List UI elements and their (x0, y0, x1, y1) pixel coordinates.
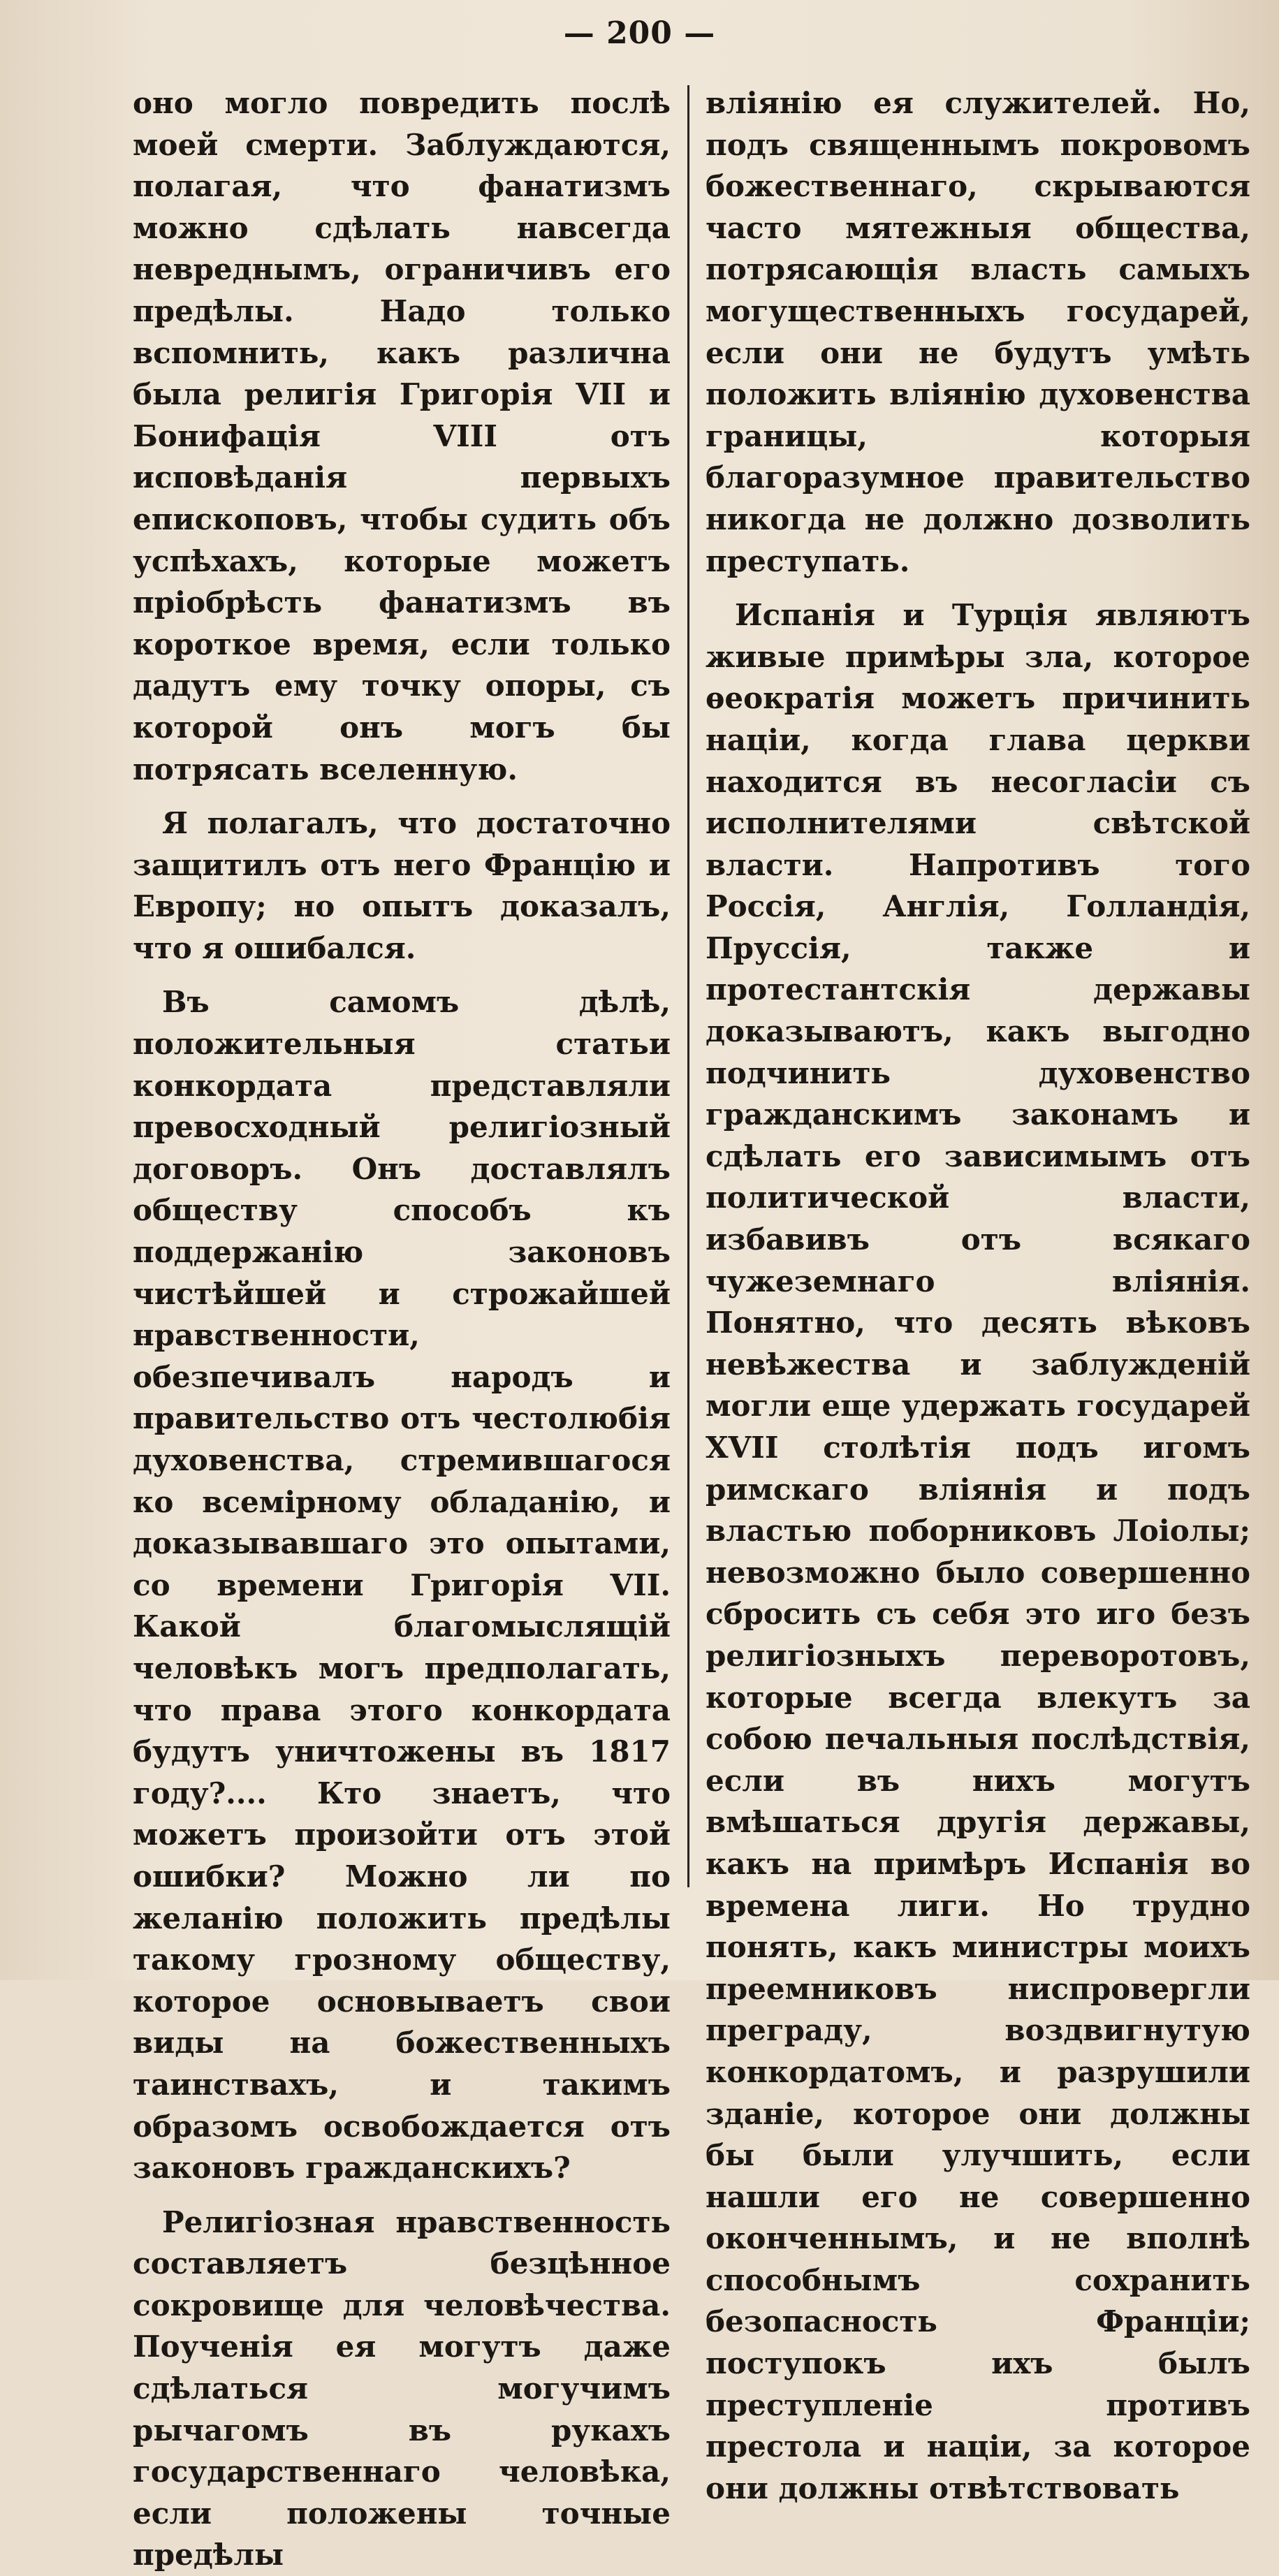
column-divider (687, 85, 689, 1887)
paragraph: Я полагалъ, что достаточно защитилъ отъ него Францію и Европу; но опытъ доказалъ, что я ошибался. (133, 806, 671, 965)
paragraph: вліянію ея служителей. Но, подъ священнымъ покровомъ божественнаго, скрываются часто мятежныя общества, потрясающія власть самыхъ могущественныхъ государей, если они не будутъ умѣть положить вліянію духовенства границы, которыя благоразумное правительство никогда не должно дозволить преступать. (706, 86, 1250, 578)
paragraph: Религіозная нравственность составляетъ безцѣнное сокровище для человѣчества. Поученія ея могутъ даже сдѣлаться могучимъ рычагомъ въ рукахъ государственнаго человѣка, если положены точные предѣлы (133, 2204, 671, 2573)
left-column (133, 82, 671, 2573)
right-column (706, 82, 1250, 2505)
paragraph: Испанія и Турція являютъ живые примѣры зла, которое ѳеократія можетъ причинить націи, когда глава церкви находится въ несогласіи съ исполнителями свѣтской власти. Напротивъ того Россія, Англія, Голландія, Пруссія, также и протестантскія державы доказываютъ, какъ выгодно подчинить духовенство гражданскимъ законамъ и сдѣлать его зависимымъ отъ политической власти, избавивъ отъ всякаго чужеземнаго вліянія. Понятно, что десять вѣковъ невѣжества и заблужденій могли еще удержать государей XVII столѣтія подъ игомъ римскаго вліянія и подъ властью поборниковъ Лоіолы; невозможно было совершенно сбросить съ себя это иго безъ религіозныхъ переворотовъ, которые всегда влекутъ за собою печальныя послѣдствія, если въ нихъ могутъ вмѣшаться другія державы, какъ на примѣръ Испанія во времена лиги. Но трудно понять, какъ министры моихъ преемниковъ ниспровергли преграду, воздвигнутую конкордатомъ, и разрушили зданіе, которое они должны бы были улучшить, если нашли его не совершенно оконченнымъ, и не вполнѣ способнымъ сохранить безопасность Франціи; поступокъ ихъ былъ преступленіе противъ престола и націи, за которое они должны отвѣтствовать (706, 598, 1250, 2505)
paragraph: Въ самомъ дѣлѣ, положительныя статьи конкордата представляли превосходный религіозный договоръ. Онъ доставлялъ обществу способъ къ поддержанію законовъ чистѣйшей и строжайшей нравственности, обезпечивалъ народъ и правительство отъ честолюбія духовенства, стремившагося ко всемірному обладанію, и доказывавшаго это опытами, со времени Григорія VII. Какой благомыслящій человѣкъ могъ предполагать, что права этого конкордата будутъ уничтожены въ 1817 году?.... Кто знаетъ, что можетъ произойти отъ этой ошибки? Можно ли по желанію положить предѣлы такому грозному обществу, которое основываетъ свои виды на божественныхъ таинствахъ, и такимъ образомъ освобождается отъ законовъ гражданскихъ? (133, 985, 671, 2186)
paragraph: оно могло повредить послѣ моей смерти. Заблуждаются, полагая, что фанатизмъ можно сдѣлать навсегда невреднымъ, ограничивъ его предѣлы. Надо только вспомнить, какъ различна была религія Григорія VII и Бонифація VIII отъ исповѣданія первыхъ епископовъ, чтобы судить объ успѣхахъ, которые можетъ пріобрѣсть фанатизмъ въ короткое время, если только дадутъ ему точку опоры, съ которой онъ могъ бы потрясать вселенную. (133, 86, 671, 786)
page-number: — 200 — (563, 15, 716, 51)
